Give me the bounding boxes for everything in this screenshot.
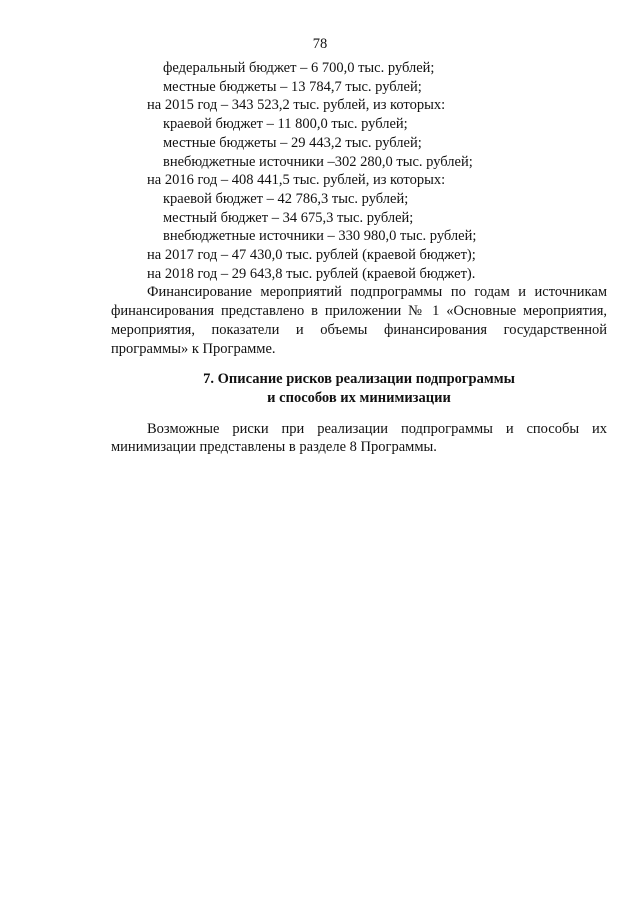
section-heading-line: и способов их минимизации xyxy=(267,389,451,406)
financing-paragraph: Финансирование мероприятий подпрограммы по годам и источникам финансирования представлено в приложении № 1 «Основные мероприятия, мероприятия, показатели и объемы финансирования государственной программы» к Программе. xyxy=(111,284,607,357)
budget-line: краевой бюджет – 11 800,0 тыс. рублей; xyxy=(163,116,408,133)
budget-line: федеральный бюджет – 6 700,0 тыс. рублей; xyxy=(163,60,435,76)
budget-list xyxy=(111,59,607,283)
section-heading-line: 7. Описание рисков реализации подпрограммы xyxy=(203,371,515,388)
budget-line: местный бюджет – 34 675,3 тыс. рублей; xyxy=(163,209,414,226)
budget-year-line: на 2018 год – 29 643,8 тыс. рублей (краевой бюджет). xyxy=(147,265,476,282)
budget-year-line: на 2016 год – 408 441,5 тыс. рублей, из которых: xyxy=(147,172,446,189)
budget-year-line: на 2017 год – 47 430,0 тыс. рублей (краевой бюджет); xyxy=(147,247,476,264)
page-number: 78 xyxy=(312,36,328,52)
budget-line: краевой бюджет – 42 786,3 тыс. рублей; xyxy=(163,190,409,207)
budget-line: местные бюджеты – 29 443,2 тыс. рублей; xyxy=(163,134,422,151)
risks-paragraph: Возможные риски при реализации подпрограммы и способы их минимизации представлены в разделе 8 Программы. xyxy=(111,420,607,456)
budget-line: местные бюджеты – 13 784,7 тыс. рублей; xyxy=(163,78,422,95)
budget-line: внебюджетные источники – 330 980,0 тыс. рублей; xyxy=(163,228,477,245)
budget-line: внебюджетные источники –302 280,0 тыс. рублей; xyxy=(163,153,473,170)
section-heading xyxy=(111,370,607,407)
budget-year-line: на 2015 год – 343 523,2 тыс. рублей, из которых: xyxy=(147,97,446,114)
page-content xyxy=(111,59,607,457)
